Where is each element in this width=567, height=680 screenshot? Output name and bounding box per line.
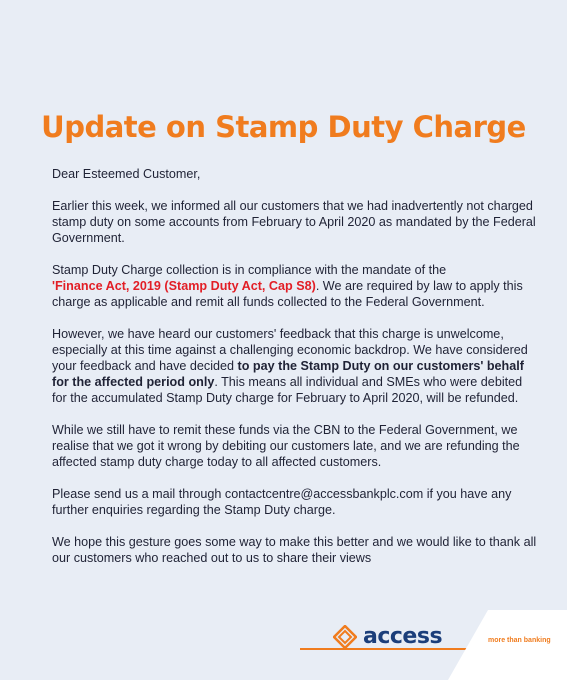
footer-wedge-decoration <box>448 610 567 680</box>
paragraph-5: Please send us a mail through contactcentre@accessbankplc.com if you have any further enquiries regarding the Stamp Duty charge. <box>52 487 512 517</box>
paragraph-3 <box>52 326 540 406</box>
paragraph-4: While we still have to remit these funds via the CBN to the Federal Government, we realise that we got it wrong by debiting our customers late, and we are refunding the affected stamp duty charge today to all affected customers. <box>52 423 520 469</box>
paragraph-2-text-b: . We are required by law to apply this charge as applicable and remit all funds collected to the Federal Government. <box>52 279 523 309</box>
tagline: more than banking <box>488 637 551 644</box>
finance-act-highlight: 'Finance Act, 2019 (Stamp Duty Act, Cap S8) <box>52 279 316 293</box>
paragraph-1: Earlier this week, we informed all our customers that we had inadvertently not charged stamp duty on some accounts from February to April 2020 as mandated by the Federal Government. <box>52 199 536 245</box>
page-title: Update on Stamp Duty Charge <box>41 110 526 144</box>
access-logo <box>333 624 442 649</box>
paragraph-2-text-a: Stamp Duty Charge collection is in compliance with the mandate of the <box>52 263 447 277</box>
salutation: Dear Esteemed Customer, <box>52 167 201 181</box>
paragraph-6: We hope this gesture goes some way to make this better and we would like to thank all our customers who reached out to us to share their views <box>52 535 537 565</box>
paragraph-2 <box>52 262 540 310</box>
paragraph-3-bold: to pay the Stamp Duty on our customers' behalf for the affected period only <box>52 359 524 389</box>
corner-stripe-decoration <box>0 0 121 35</box>
paragraph-3-text-a: However, we have heard our customers' feedback that this charge is unwelcome, especially at this time against a challenging economic backdrop. We have considered your feedback and have decided <box>52 327 528 373</box>
logo-text: access <box>363 624 443 649</box>
letter-body <box>52 166 540 582</box>
access-diamond-icon <box>333 625 357 649</box>
paragraph-3-text-b: . This means all individual and SMEs who were debited for the accumulated Stamp Duty charge for February to April 2020, will be refunded. <box>52 375 523 405</box>
